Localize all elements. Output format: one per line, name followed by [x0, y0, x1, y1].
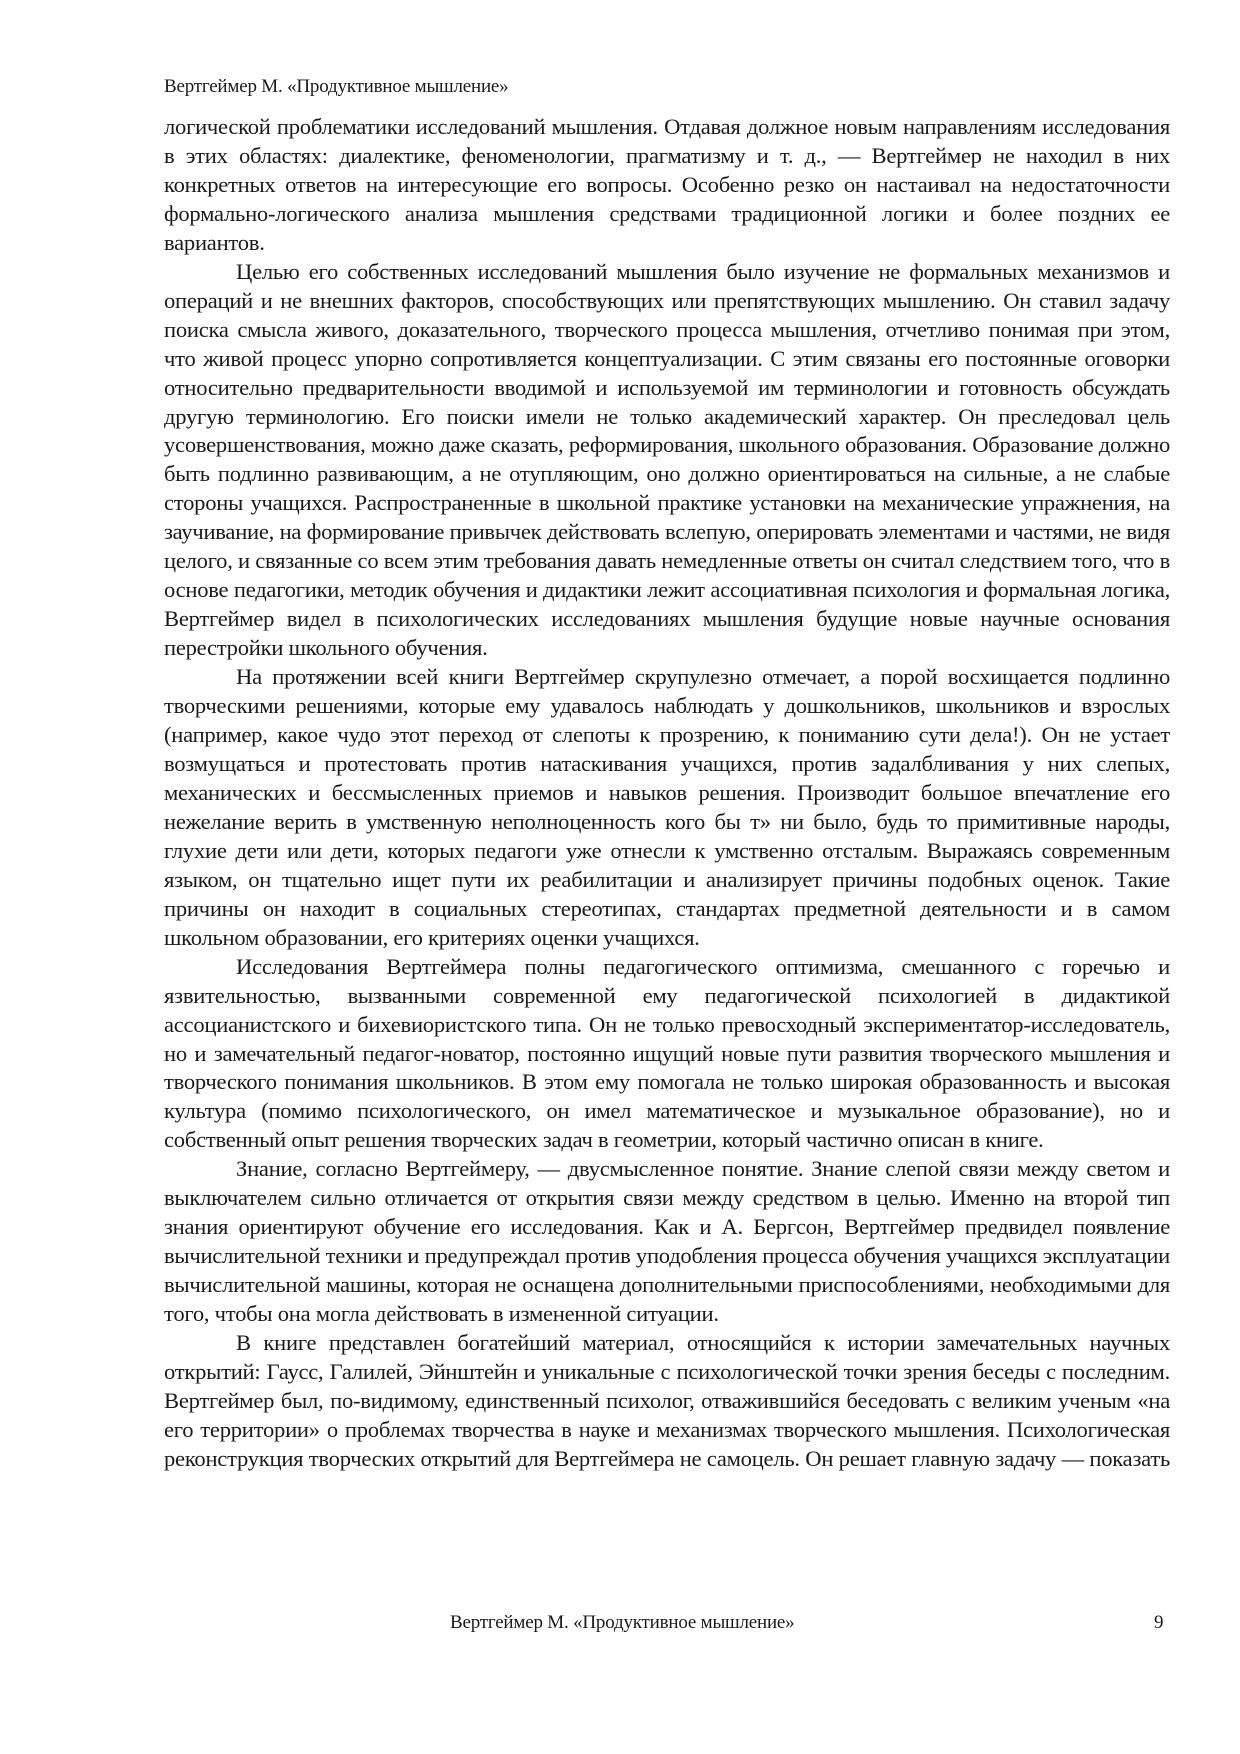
paragraph: Целью его собственных исследований мышления было изучение не формальных механизмов и операций и не внешних факторов, способствующих или препятствующих мышлению. Он ставил задачу поиска смысла живого, доказательного, творческого процесса мышления, отчетливо понимая при этом, что живой процесс упорно сопротивляется концептуализации. С этим связаны его постоянные оговорки относительно предварительности вводимой и используемой им терминологии и готовность обсуждать другую терминологию. Его поиски имели не только академический характер. Он преследовал цель усовершенствования, можно даже сказать, реформирования, школьного образования. Образование должно быть подлинно развивающим, а не отупляющим, оно должно ориентироваться на сильные, а не слабые стороны учащихся. Распространенные в школьной практике установки на механические упражнения, на заучивание, на формирование привычек действовать вслепую, оперировать элементами и частями, не видя целого, и связанные со всем этим требования давать немедленные ответы он считал следствием того, что в основе педагогики, методик обучения и дидактики лежит ассоциативная психология и формальная логика, Вертгеймер видел в психологических исследованиях мышления будущие новые научные основания перестройки школьного обучения.: [164, 258, 1170, 661]
running-header: Вертгеймер М. «Продуктивное мышление»: [164, 76, 509, 97]
body-text: [164, 113, 1170, 1474]
paragraph: На протяжении всей книги Вертгеймер скрупулезно отмечает, а порой восхищается подлинно творческими решениями, которые ему удавалось наблюдать у дошкольников, школьников и взрослых (например, какое чудо этот переход от слепоты к прозрению, к пониманию сути дела!). Он не устает возмущаться и протестовать против натаскивания учащихся, против задалбливания у них слепых, механических и бессмысленных приемов и навыков решения. Производит большое впечатление его нежелание верить в умственную неполноценность кого бы т» ни было, будь то примитивные народы, глухие дети или дети, которых педагоги уже отнесли к умственно отсталым. Выражаясь современным языком, он тщательно ищет пути их реабилитации и анализирует причины подобных оценок. Такие причины он находит в социальных стереотипах, стандартах предметной деятельности и в самом школьном образовании, его критериях оценки учащихся.: [164, 664, 1170, 950]
paragraph: Исследования Вертгеймера полны педагогического оптимизма, смешанного с горечью и язвительностью, вызванными современной ему педагогической психологией в дидактикой ассоцианистского и бихевиористского типа. Он не только превосходный экспериментатор-исследователь, но и замечательный педагог-новатор, постоянно ищущий новые пути развития творческого мышления и творческого понимания школьников. В этом ему помогала не только широкая образованность и высокая культура (помимо психологического, он имел математическое и музыкальное образование), но и собственный опыт решения творческих задач в геометрии, который частично описан в книге.: [164, 953, 1170, 1153]
paragraph: Знание, согласно Вертгеймеру, — двусмысленное понятие. Знание слепой связи между светом и выключателем сильно отличается от открытия связи между средством в целью. Именно на второй тип знания ориентируют обучение его исследования. Как и А. Бергсон, Вертгеймер предвидел появление вычислительной техники и предупреждал против уподобления процесса обучения учащихся эксплуатации вычислительной машины, которая не оснащена дополнительными приспособлениями, необходимыми для того, чтобы она могла действовать в измененной ситуации.: [164, 1156, 1170, 1327]
paragraph: В книге представлен богатейший материал, относящийся к истории замечательных научных открытий: Гаусс, Галилей, Эйнштейн и уникальные с психологической точки зрения беседы с последним. Вертгеймер был, по-видимому, единственный психолог, отважившийся беседовать с великим ученым «на его территории» о проблемах творчества в науке и механизмах творческого мышления. Психологическая реконструкция творческих открытий для Вертгеймера не самоцель. Он решает главную задачу — показать: [164, 1330, 1170, 1471]
page-number: 9: [1154, 1612, 1164, 1633]
paragraph-continuation: логической проблематики исследований мышления. Отдавая должное новым направлениям исследования в этих областях: диалектике, феноменологии, прагматизму и т. д., — Вертгеймер не находил в них конкретных ответов на интересующие его вопросы. Особенно резко он настаивал на недостаточности формально-логического анализа мышления средствами традиционной логики и более поздних ее вариантов.: [164, 114, 1170, 255]
footer-title: Вертгеймер М. «Продуктивное мышление»: [450, 1612, 795, 1633]
